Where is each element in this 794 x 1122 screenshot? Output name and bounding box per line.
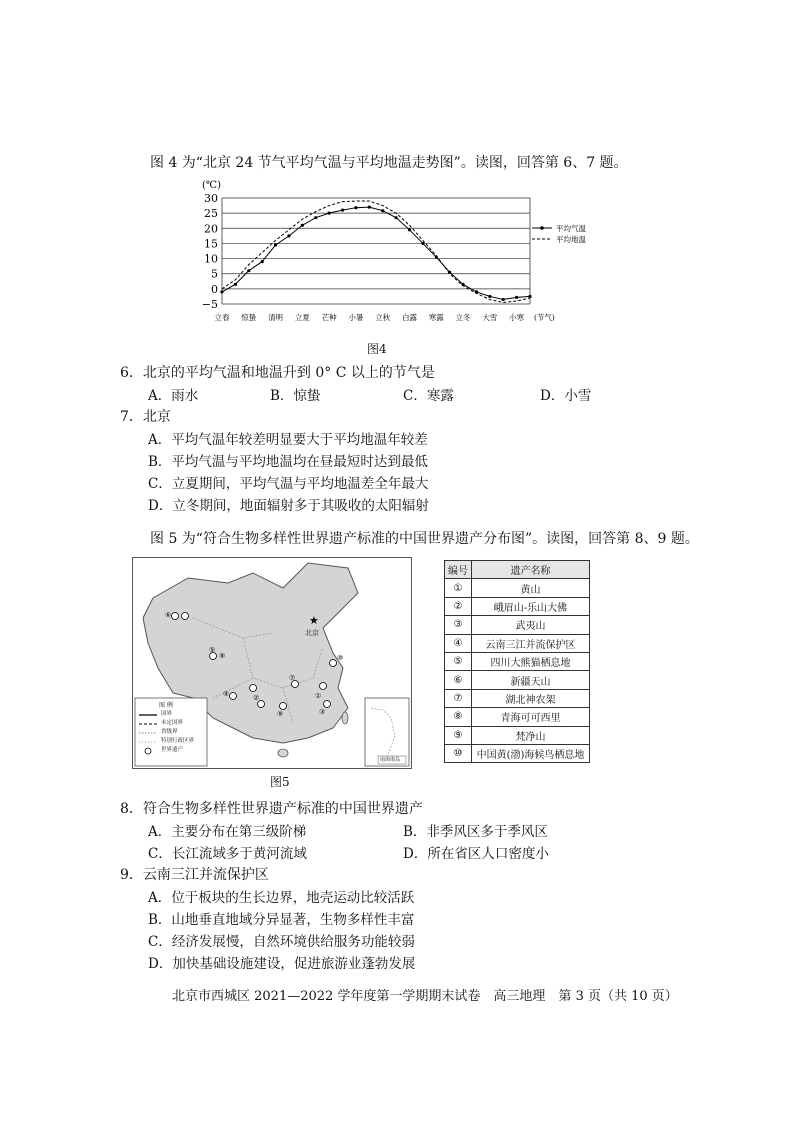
legend-title: 图 例 (159, 702, 173, 709)
table-row (445, 744, 590, 762)
marker-label: ⑨ (277, 710, 284, 718)
air-temp-point (502, 298, 505, 301)
beijing-star-icon: ★ (309, 614, 319, 627)
y-tick-label: 5 (211, 267, 218, 281)
marker-label: ③ (319, 708, 326, 716)
air-temp-point (354, 206, 357, 209)
row-number: ⑥ (445, 671, 472, 689)
row-name: 黄山 (472, 579, 590, 597)
x-tick-label: 立冬 (455, 313, 471, 322)
row-number: ⑦ (445, 689, 472, 707)
series-line-air-temp (222, 207, 530, 299)
y-tick-label: 30 (204, 192, 218, 205)
fig5-caption: 图5 (270, 775, 290, 789)
q9-option-d: D．加快基础设施建设，促进旅游业蓬勃发展 (148, 956, 416, 972)
air-temp-point (368, 205, 371, 208)
row-number: ② (445, 597, 472, 615)
q6-option-d: D．小雪 (540, 388, 592, 404)
heritage-marker-icon (230, 693, 237, 700)
q8-option-d: D．所在省区人口密度小 (403, 846, 549, 862)
air-temp-point (435, 255, 438, 258)
q6-option-a: A．雨水 (148, 388, 199, 404)
air-temp-point (381, 209, 384, 212)
air-temp-point (448, 271, 451, 274)
air-temp-point (328, 212, 331, 215)
legend-soil-label: 平均地温 (556, 235, 586, 244)
y-tick-label: 15 (204, 237, 218, 251)
inset-label: 南海诸岛 (380, 757, 401, 763)
row-name: 云南三江并流保护区 (472, 634, 590, 652)
row-number: ⑨ (445, 726, 472, 744)
row-number: ① (445, 579, 472, 597)
air-temp-point (274, 243, 277, 246)
fig4-caption: 图4 (367, 342, 387, 356)
row-number: ⑤ (445, 652, 472, 670)
legend-item-heritage: 世界遗产 (161, 747, 184, 753)
q6-stem: 6．北京的平均气温和地温升到 0° C 以上的节气是 (120, 365, 435, 381)
fig4-intro: 图 4 为“北京 24 节气平均气温与平均地温走势图”。读图，回答第 6、7 题。 (150, 155, 628, 171)
q7-option-c: C．立夏期间，平均气温与平均地温差全年最大 (148, 476, 429, 492)
x-tick-label: 芒种 (321, 313, 337, 322)
marker-label: ⑦ (289, 674, 296, 682)
heritage-marker-icon (172, 613, 179, 620)
x-tick-label: 惊蛰 (241, 313, 257, 322)
x-tick-label: 立春 (214, 313, 230, 322)
x-tick-label: 大雪 (482, 313, 498, 322)
air-temp-point (461, 283, 464, 286)
q9-stem: 9．云南三江并流保护区 (120, 867, 269, 883)
x-tick-label: 白露 (401, 313, 417, 322)
legend-air-marker (540, 226, 544, 230)
page-footer: 北京市西城区 2021—2022 学年度第一学期期末试卷 高三地理 第 3 页（共 10 页） (172, 989, 678, 1004)
marker-label: ⑩ (337, 654, 344, 662)
q6-option-b: B．惊蛰 (270, 388, 321, 404)
fig5-intro: 图 5 为“符合生物多样性世界遗产标准的中国世界遗产分布图”。读图，回答第 8、9 题。 (150, 531, 699, 547)
y-tick-label: 10 (204, 252, 218, 266)
q7-option-a: A．平均气温年较差明显要大于平均地温年较差 (148, 432, 428, 448)
series-line-soil-temp (222, 201, 530, 302)
air-temp-point (341, 209, 344, 212)
legend-item-border: 国界 (161, 711, 173, 717)
table-row (445, 634, 590, 652)
legend-item-province-border: 省级界 (161, 729, 178, 735)
taiwan-island (342, 712, 348, 724)
air-temp-point (528, 295, 531, 298)
x-tick-label: 小寒 (509, 313, 525, 322)
table-header-name: 遗产名称 (472, 561, 590, 579)
marker-label: ② (253, 694, 260, 702)
q8-stem: 8．符合生物多样性世界遗产标准的中国世界遗产 (120, 801, 423, 817)
table-row (445, 726, 590, 744)
table-row (445, 652, 590, 670)
x-tick-label: 清明 (268, 313, 284, 322)
x-tick-label: 立夏 (294, 313, 310, 322)
air-temp-point (421, 242, 424, 245)
q8-option-a: A．主要分布在第三级阶梯 (148, 824, 307, 840)
air-temp-point (475, 290, 478, 293)
row-number: ④ (445, 634, 472, 652)
air-temp-point (488, 295, 491, 298)
table-row (445, 689, 590, 707)
x-tick-label: 寒露 (428, 313, 444, 322)
table-row (445, 579, 590, 597)
marker-label: ① (315, 692, 322, 700)
x-tick-label: 立秋 (375, 313, 391, 322)
row-name: 峨眉山-乐山大佛 (472, 597, 590, 615)
q9-option-a: A．位于板块的生长边界，地壳运动比较活跃 (148, 890, 415, 906)
q6-option-c: C．寒露 (403, 388, 454, 404)
table-row (445, 671, 590, 689)
row-name: 新疆天山 (472, 671, 590, 689)
china-map (132, 557, 412, 769)
table-row (445, 708, 590, 726)
legend-item-undefined-border: 未定国界 (161, 720, 184, 726)
air-temp-point (301, 224, 304, 227)
y-tick-label: 20 (204, 222, 218, 236)
row-name: 湖北神农架 (472, 689, 590, 707)
hainan-island (278, 749, 288, 757)
legend-air-label: 平均气温 (556, 224, 586, 233)
x-tick-label: 小暑 (348, 313, 364, 322)
row-number: ③ (445, 616, 472, 634)
air-temp-point (394, 216, 397, 219)
q7-option-b: B．平均气温与平均地温均在昼最短时达到最低 (148, 454, 428, 470)
table-row (445, 597, 590, 615)
marker-label: ④ (223, 690, 230, 698)
y-tick-label: −5 (201, 298, 218, 311)
table-row (445, 616, 590, 634)
marker-label: ⑥ (165, 611, 172, 619)
q9-option-c: C．经济发展慢，自然环境供给服务功能较弱 (148, 934, 415, 950)
map-label-beijing: 北京 (305, 629, 319, 637)
row-name: 武夷山 (472, 616, 590, 634)
air-temp-point (234, 283, 237, 286)
row-number: ⑩ (445, 744, 472, 762)
q8-option-b: B．非季风区多于季风区 (403, 824, 548, 840)
legend-heritage-icon (145, 748, 151, 754)
x-tick-label: (节气) (534, 313, 555, 322)
heritage-marker-icon (182, 613, 189, 620)
heritage-table (444, 560, 590, 763)
legend-item-sar-border: 特别行政区界 (161, 738, 195, 744)
q8-option-c: C．长江流域多于黄河流域 (148, 846, 307, 862)
heritage-marker-icon (280, 703, 287, 710)
air-temp-point (247, 269, 250, 272)
marker-label: ⑤ (209, 646, 216, 654)
air-temp-point (408, 228, 411, 231)
y-tick-label: 0 (211, 282, 218, 296)
air-temp-point (287, 234, 290, 237)
row-name: 梵净山 (472, 726, 590, 744)
y-axis-label: (℃) (202, 180, 221, 191)
y-tick-label: 25 (204, 207, 218, 221)
q9-option-b: B．山地垂直地域分异显著，生物多样性丰富 (148, 912, 415, 928)
row-name: 青海可可西里 (472, 708, 590, 726)
row-name: 四川大熊猫栖息地 (472, 652, 590, 670)
air-temp-point (314, 216, 317, 219)
air-temp-point (220, 290, 223, 293)
air-temp-point (515, 296, 518, 299)
table-header-number: 编号 (445, 561, 472, 579)
marker-label: ⑧ (219, 652, 226, 660)
heritage-marker-icon (320, 683, 327, 690)
q7-option-d: D．立冬期间，地面辐射多于其吸收的太阳辐射 (148, 498, 429, 514)
heritage-marker-icon (330, 660, 337, 667)
q7-stem: 7．北京 (120, 409, 171, 425)
row-number: ⑧ (445, 708, 472, 726)
heritage-marker-icon (250, 685, 257, 692)
heritage-marker-icon (324, 701, 331, 708)
air-temp-point (261, 260, 264, 263)
row-name: 中国黄(渤)海候鸟栖息地 (472, 744, 590, 762)
temperature-chart (190, 176, 586, 336)
legend-items (161, 710, 194, 755)
